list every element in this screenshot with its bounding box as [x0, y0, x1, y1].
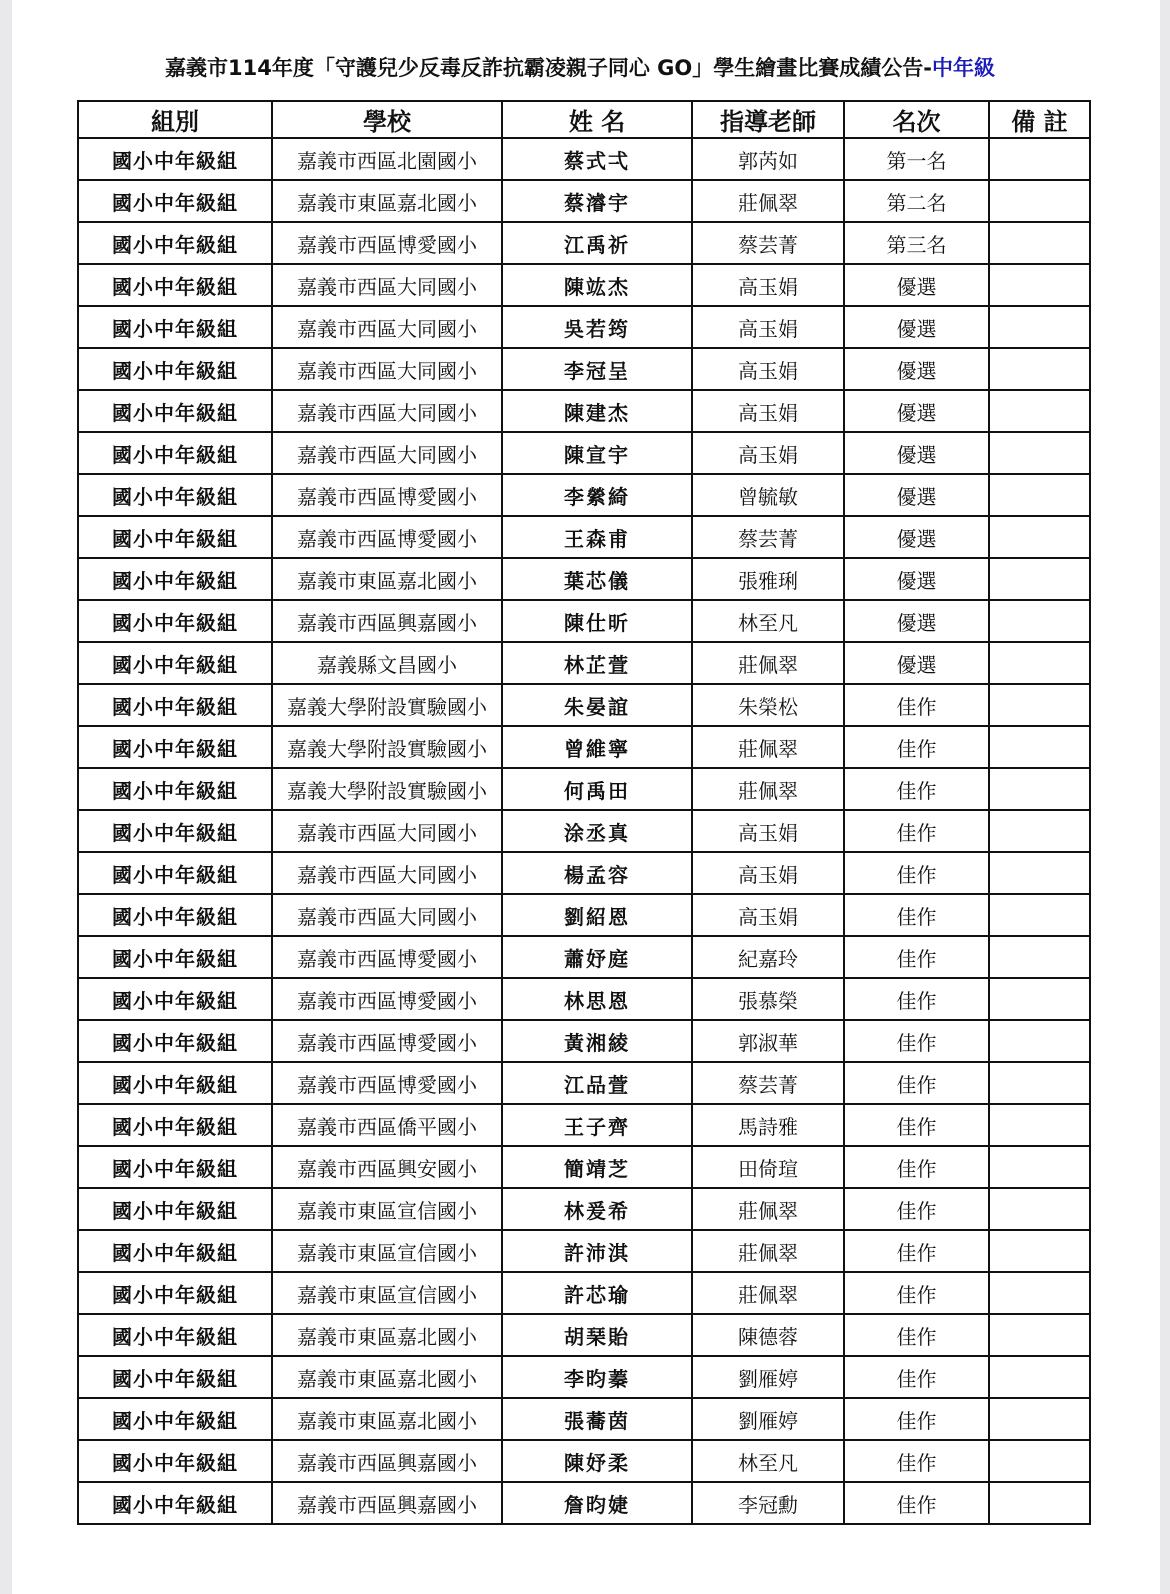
cell-school: 嘉義市西區大同國小	[272, 264, 502, 306]
cell-note	[989, 222, 1090, 264]
cell-teacher: 蔡芸菁	[692, 222, 844, 264]
cell-rank: 第三名	[844, 222, 989, 264]
cell-school: 嘉義市西區博愛國小	[272, 1062, 502, 1104]
table-row	[78, 348, 1090, 390]
header-rank: 名次	[844, 101, 989, 138]
cell-rank: 佳作	[844, 1356, 989, 1398]
cell-group: 國小中年級組	[78, 1482, 272, 1524]
cell-name: 陳宣宇	[502, 432, 692, 474]
table-row	[78, 432, 1090, 474]
cell-school: 嘉義市西區大同國小	[272, 390, 502, 432]
cell-note	[989, 768, 1090, 810]
cell-rank: 佳作	[844, 1230, 989, 1272]
cell-name: 江禹祈	[502, 222, 692, 264]
cell-rank: 佳作	[844, 768, 989, 810]
cell-rank: 優選	[844, 306, 989, 348]
table-row	[78, 1440, 1090, 1482]
cell-note	[989, 936, 1090, 978]
cell-group: 國小中年級組	[78, 642, 272, 684]
cell-name: 林爰希	[502, 1188, 692, 1230]
cell-note	[989, 348, 1090, 390]
cell-name: 陳竑杰	[502, 264, 692, 306]
cell-school: 嘉義市西區興嘉國小	[272, 1482, 502, 1524]
cell-rank: 佳作	[844, 684, 989, 726]
header-note: 備 註	[989, 101, 1090, 138]
cell-note	[989, 810, 1090, 852]
results-table	[77, 100, 1091, 1525]
cell-group: 國小中年級組	[78, 600, 272, 642]
cell-group: 國小中年級組	[78, 390, 272, 432]
cell-school: 嘉義市西區大同國小	[272, 894, 502, 936]
cell-name: 陳妤柔	[502, 1440, 692, 1482]
cell-name: 何禹田	[502, 768, 692, 810]
cell-school: 嘉義市西區大同國小	[272, 852, 502, 894]
table-row	[78, 1062, 1090, 1104]
cell-school: 嘉義市東區宣信國小	[272, 1188, 502, 1230]
cell-note	[989, 1398, 1090, 1440]
cell-school: 嘉義市西區興嘉國小	[272, 600, 502, 642]
cell-teacher: 蔡芸菁	[692, 516, 844, 558]
cell-teacher: 曾毓敏	[692, 474, 844, 516]
cell-teacher: 田倚瑄	[692, 1146, 844, 1188]
cell-name: 黃湘綾	[502, 1020, 692, 1062]
cell-note	[989, 516, 1090, 558]
cell-group: 國小中年級組	[78, 726, 272, 768]
cell-note	[989, 180, 1090, 222]
cell-note	[989, 1272, 1090, 1314]
cell-school: 嘉義市西區博愛國小	[272, 516, 502, 558]
cell-school: 嘉義市西區博愛國小	[272, 978, 502, 1020]
cell-note	[989, 1314, 1090, 1356]
header-name: 姓 名	[502, 101, 692, 138]
cell-school: 嘉義市西區博愛國小	[272, 474, 502, 516]
cell-rank: 優選	[844, 348, 989, 390]
cell-school: 嘉義市西區僑平國小	[272, 1104, 502, 1146]
cell-note	[989, 642, 1090, 684]
cell-teacher: 高玉娟	[692, 852, 844, 894]
cell-rank: 佳作	[844, 1482, 989, 1524]
cell-name: 葉芯儀	[502, 558, 692, 600]
cell-group: 國小中年級組	[78, 1146, 272, 1188]
cell-group: 國小中年級組	[78, 306, 272, 348]
cell-group: 國小中年級組	[78, 768, 272, 810]
cell-group: 國小中年級組	[78, 432, 272, 474]
cell-teacher: 莊佩翠	[692, 1272, 844, 1314]
cell-rank: 優選	[844, 264, 989, 306]
cell-school: 嘉義縣文昌國小	[272, 642, 502, 684]
cell-name: 陳建杰	[502, 390, 692, 432]
cell-name: 劉紹恩	[502, 894, 692, 936]
cell-rank: 佳作	[844, 894, 989, 936]
header-teacher: 指導老師	[692, 101, 844, 138]
cell-teacher: 高玉娟	[692, 264, 844, 306]
table-row	[78, 1482, 1090, 1524]
cell-school: 嘉義市西區博愛國小	[272, 936, 502, 978]
cell-teacher: 陳德蓉	[692, 1314, 844, 1356]
cell-group: 國小中年級組	[78, 1272, 272, 1314]
cell-school: 嘉義市西區興嘉國小	[272, 1440, 502, 1482]
cell-school: 嘉義市東區宣信國小	[272, 1272, 502, 1314]
cell-rank: 佳作	[844, 936, 989, 978]
title-main: 嘉義市114年度「守護兒少反毒反詐抗霸凌親子同心 GO」學生繪畫比賽成績公告-	[165, 56, 932, 80]
table-row	[78, 1272, 1090, 1314]
header-group: 組別	[78, 101, 272, 138]
cell-name: 蔡濬宇	[502, 180, 692, 222]
cell-teacher: 高玉娟	[692, 390, 844, 432]
cell-note	[989, 600, 1090, 642]
table-row	[78, 306, 1090, 348]
cell-school: 嘉義市西區大同國小	[272, 306, 502, 348]
cell-name: 李縈綺	[502, 474, 692, 516]
header-row	[78, 101, 1090, 138]
cell-note	[989, 1440, 1090, 1482]
cell-note	[989, 1482, 1090, 1524]
table-row	[78, 768, 1090, 810]
table-row	[78, 978, 1090, 1020]
cell-teacher: 劉雁婷	[692, 1356, 844, 1398]
cell-group: 國小中年級組	[78, 348, 272, 390]
cell-group: 國小中年級組	[78, 684, 272, 726]
cell-group: 國小中年級組	[78, 1188, 272, 1230]
title-accent: 中年級	[931, 56, 995, 80]
cell-note	[989, 558, 1090, 600]
cell-note	[989, 474, 1090, 516]
table-row	[78, 138, 1090, 180]
cell-teacher: 高玉娟	[692, 810, 844, 852]
cell-name: 吳若筠	[502, 306, 692, 348]
table-row	[78, 894, 1090, 936]
table-row	[78, 642, 1090, 684]
cell-school: 嘉義市西區大同國小	[272, 432, 502, 474]
cell-note	[989, 1020, 1090, 1062]
cell-group: 國小中年級組	[78, 1356, 272, 1398]
cell-name: 林思恩	[502, 978, 692, 1020]
cell-teacher: 莊佩翠	[692, 180, 844, 222]
cell-school: 嘉義市西區北園國小	[272, 138, 502, 180]
table-row	[78, 1398, 1090, 1440]
cell-note	[989, 852, 1090, 894]
cell-rank: 佳作	[844, 1398, 989, 1440]
cell-rank: 佳作	[844, 852, 989, 894]
cell-group: 國小中年級組	[78, 810, 272, 852]
cell-school: 嘉義大學附設實驗國小	[272, 726, 502, 768]
cell-note	[989, 1104, 1090, 1146]
cell-group: 國小中年級組	[78, 936, 272, 978]
cell-school: 嘉義市東區宣信國小	[272, 1230, 502, 1272]
table-row	[78, 264, 1090, 306]
cell-name: 林芷萱	[502, 642, 692, 684]
cell-name: 朱晏誼	[502, 684, 692, 726]
cell-rank: 佳作	[844, 726, 989, 768]
cell-group: 國小中年級組	[78, 474, 272, 516]
cell-school: 嘉義市東區嘉北國小	[272, 180, 502, 222]
cell-rank: 優選	[844, 390, 989, 432]
cell-teacher: 郭芮如	[692, 138, 844, 180]
cell-name: 陳仕昕	[502, 600, 692, 642]
cell-teacher: 高玉娟	[692, 348, 844, 390]
cell-note	[989, 306, 1090, 348]
cell-school: 嘉義市東區嘉北國小	[272, 558, 502, 600]
cell-teacher: 李冠勳	[692, 1482, 844, 1524]
cell-teacher: 馬詩雅	[692, 1104, 844, 1146]
cell-name: 李昀蓁	[502, 1356, 692, 1398]
cell-note	[989, 894, 1090, 936]
cell-rank: 佳作	[844, 810, 989, 852]
cell-name: 曾維寧	[502, 726, 692, 768]
cell-school: 嘉義市東區嘉北國小	[272, 1314, 502, 1356]
cell-teacher: 高玉娟	[692, 894, 844, 936]
cell-group: 國小中年級組	[78, 852, 272, 894]
table-row	[78, 1146, 1090, 1188]
cell-note	[989, 1356, 1090, 1398]
cell-group: 國小中年級組	[78, 138, 272, 180]
cell-teacher: 張慕榮	[692, 978, 844, 1020]
cell-name: 楊孟容	[502, 852, 692, 894]
cell-teacher: 朱榮松	[692, 684, 844, 726]
table-row	[78, 558, 1090, 600]
cell-teacher: 林至凡	[692, 600, 844, 642]
cell-school: 嘉義市西區大同國小	[272, 810, 502, 852]
table-row	[78, 1104, 1090, 1146]
cell-teacher: 蔡芸菁	[692, 1062, 844, 1104]
cell-rank: 優選	[844, 558, 989, 600]
cell-group: 國小中年級組	[78, 978, 272, 1020]
cell-note	[989, 138, 1090, 180]
cell-name: 王子齊	[502, 1104, 692, 1146]
cell-group: 國小中年級組	[78, 1020, 272, 1062]
table-row	[78, 852, 1090, 894]
cell-rank: 第一名	[844, 138, 989, 180]
cell-rank: 佳作	[844, 1272, 989, 1314]
table-row	[78, 1356, 1090, 1398]
table-row	[78, 600, 1090, 642]
cell-name: 許芯瑜	[502, 1272, 692, 1314]
table-row	[78, 1020, 1090, 1062]
cell-school: 嘉義大學附設實驗國小	[272, 768, 502, 810]
cell-rank: 優選	[844, 600, 989, 642]
cell-group: 國小中年級組	[78, 894, 272, 936]
cell-note	[989, 432, 1090, 474]
cell-note	[989, 264, 1090, 306]
cell-note	[989, 1062, 1090, 1104]
cell-school: 嘉義市東區嘉北國小	[272, 1398, 502, 1440]
cell-name: 江品萱	[502, 1062, 692, 1104]
cell-teacher: 莊佩翠	[692, 1188, 844, 1230]
table-row	[78, 180, 1090, 222]
page-title	[0, 52, 1160, 82]
cell-rank: 佳作	[844, 1188, 989, 1230]
table-row	[78, 726, 1090, 768]
cell-name: 詹昀婕	[502, 1482, 692, 1524]
cell-rank: 第二名	[844, 180, 989, 222]
cell-name: 李冠呈	[502, 348, 692, 390]
cell-group: 國小中年級組	[78, 558, 272, 600]
table-row	[78, 936, 1090, 978]
cell-note	[989, 390, 1090, 432]
cell-teacher: 莊佩翠	[692, 1230, 844, 1272]
cell-school: 嘉義市東區嘉北國小	[272, 1356, 502, 1398]
table-row	[78, 390, 1090, 432]
cell-note	[989, 1146, 1090, 1188]
cell-rank: 佳作	[844, 1146, 989, 1188]
cell-rank: 優選	[844, 516, 989, 558]
cell-group: 國小中年級組	[78, 516, 272, 558]
cell-teacher: 莊佩翠	[692, 642, 844, 684]
cell-name: 張蕎茵	[502, 1398, 692, 1440]
cell-rank: 佳作	[844, 1104, 989, 1146]
cell-group: 國小中年級組	[78, 264, 272, 306]
table-row	[78, 1314, 1090, 1356]
cell-note	[989, 726, 1090, 768]
cell-note	[989, 1188, 1090, 1230]
cell-rank: 優選	[844, 474, 989, 516]
table-row	[78, 474, 1090, 516]
table-row	[78, 684, 1090, 726]
cell-teacher: 高玉娟	[692, 306, 844, 348]
cell-school: 嘉義市西區博愛國小	[272, 1020, 502, 1062]
cell-rank: 優選	[844, 642, 989, 684]
cell-teacher: 郭淑華	[692, 1020, 844, 1062]
cell-teacher: 劉雁婷	[692, 1398, 844, 1440]
cell-name: 蕭妤庭	[502, 936, 692, 978]
cell-group: 國小中年級組	[78, 1104, 272, 1146]
cell-rank: 優選	[844, 432, 989, 474]
cell-group: 國小中年級組	[78, 1230, 272, 1272]
cell-school: 嘉義市西區博愛國小	[272, 222, 502, 264]
cell-group: 國小中年級組	[78, 1398, 272, 1440]
cell-school: 嘉義市西區大同國小	[272, 348, 502, 390]
header-school: 學校	[272, 101, 502, 138]
cell-rank: 佳作	[844, 1440, 989, 1482]
cell-teacher: 張雅琍	[692, 558, 844, 600]
cell-rank: 佳作	[844, 978, 989, 1020]
cell-teacher: 高玉娟	[692, 432, 844, 474]
table-row	[78, 516, 1090, 558]
cell-teacher: 莊佩翠	[692, 726, 844, 768]
table-row	[78, 222, 1090, 264]
cell-rank: 佳作	[844, 1314, 989, 1356]
cell-teacher: 紀嘉玲	[692, 936, 844, 978]
cell-group: 國小中年級組	[78, 1440, 272, 1482]
cell-note	[989, 684, 1090, 726]
cell-note	[989, 978, 1090, 1020]
cell-name: 胡琹貽	[502, 1314, 692, 1356]
cell-group: 國小中年級組	[78, 180, 272, 222]
cell-rank: 佳作	[844, 1020, 989, 1062]
cell-school: 嘉義市西區興安國小	[272, 1146, 502, 1188]
cell-name: 涂丞真	[502, 810, 692, 852]
cell-group: 國小中年級組	[78, 1062, 272, 1104]
cell-rank: 佳作	[844, 1062, 989, 1104]
cell-teacher: 莊佩翠	[692, 768, 844, 810]
cell-group: 國小中年級組	[78, 222, 272, 264]
cell-note	[989, 1230, 1090, 1272]
cell-school: 嘉義大學附設實驗國小	[272, 684, 502, 726]
cell-name: 許沛淇	[502, 1230, 692, 1272]
cell-name: 簡靖芝	[502, 1146, 692, 1188]
cell-name: 王森甫	[502, 516, 692, 558]
table-row	[78, 1230, 1090, 1272]
cell-teacher: 林至凡	[692, 1440, 844, 1482]
table-row	[78, 810, 1090, 852]
table-row	[78, 1188, 1090, 1230]
cell-name: 蔡式弌	[502, 138, 692, 180]
cell-group: 國小中年級組	[78, 1314, 272, 1356]
